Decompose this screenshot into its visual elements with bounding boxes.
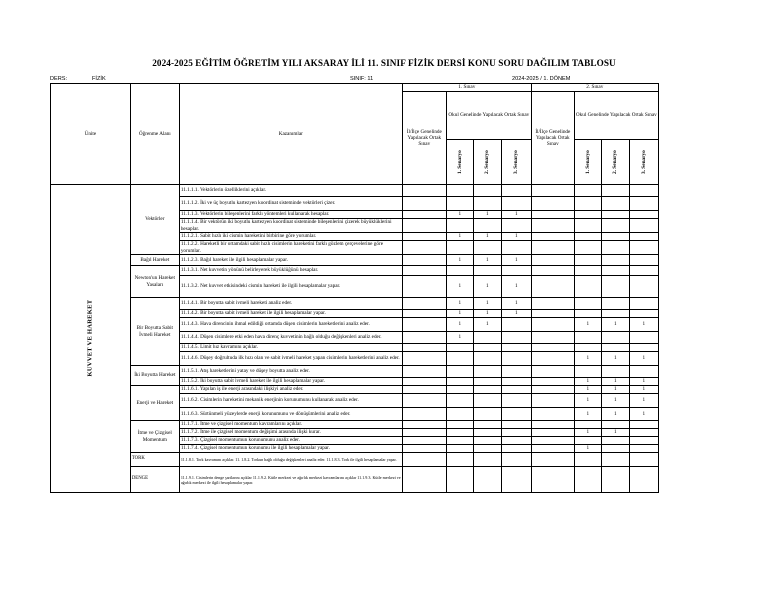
question-count-cell (402, 408, 446, 421)
question-count-cell (446, 445, 473, 453)
question-count-cell (629, 344, 658, 352)
question-count-cell (531, 445, 574, 453)
question-count-cell (531, 437, 574, 445)
question-count-cell (473, 378, 501, 386)
question-count-cell (402, 197, 446, 211)
question-count-cell: 1 (501, 276, 531, 298)
question-count-cell: 1 (601, 378, 629, 386)
question-count-cell (446, 219, 473, 233)
question-count-cell (601, 437, 629, 445)
senaryo-2-header: 2. Senaryo (612, 150, 619, 174)
question-count-cell: 1 (473, 310, 501, 318)
question-count-cell (402, 266, 446, 276)
question-count-cell (629, 429, 658, 437)
question-count-cell (531, 352, 574, 366)
question-count-cell (446, 266, 473, 276)
question-count-cell: 1 (473, 233, 501, 241)
learning-area-cell: Bağıl Hareket (130, 255, 179, 266)
question-count-cell (531, 211, 574, 219)
question-count-cell (531, 219, 574, 233)
question-count-cell (446, 408, 473, 421)
question-count-cell (601, 310, 629, 318)
question-count-cell: 1 (501, 211, 531, 219)
learning-area-cell: İki Boyutta Hareket (130, 366, 179, 386)
question-count-cell (473, 408, 501, 421)
question-count-cell (531, 332, 574, 344)
kazanimlar-header: Kazanımlar (179, 84, 402, 185)
question-count-cell: 1 (601, 408, 629, 421)
header-row-1 (51, 84, 659, 92)
kazanim-cell: 11.1.2.1. Sabit hızlı iki cismin hareketini birbirine göre yorumlar. (179, 233, 402, 241)
question-count-cell (629, 310, 658, 318)
question-count-cell (601, 298, 629, 310)
question-count-cell (574, 197, 601, 211)
question-count-cell (601, 445, 629, 453)
question-count-cell (446, 197, 473, 211)
question-count-cell (629, 219, 658, 233)
table-row (51, 366, 659, 378)
question-count-cell: 1 (574, 386, 601, 394)
question-count-cell (629, 467, 658, 493)
table-row (51, 421, 659, 429)
kazanim-cell: 11.1.1.1. Vektörlerin özelliklerini açıklar. (179, 185, 402, 197)
question-count-cell (629, 197, 658, 211)
question-count-cell (629, 255, 658, 266)
question-count-cell (531, 298, 574, 310)
question-count-cell (402, 386, 446, 394)
question-count-cell (446, 241, 473, 255)
il-ilce-header-1: İl/İlçe Genelinde Yapılacak Ortak Sınav (402, 92, 446, 185)
kazanim-cell: 11.1.1.4. Bir vektörün iki boyutlu kartezyen koordinat sisteminde bileşenlerini çizerek büyüklüklerini hesaplar. (179, 219, 402, 233)
kazanim-cell: 11.1.5.2. İki boyutta sabit ivmeli hareket ile ilgili hesaplamalar yapar. (179, 378, 402, 386)
kazanim-cell: 11.1.7.1. İtme ve çizgisel momentum kavramlarını açıklar. (179, 421, 402, 429)
question-count-cell (601, 453, 629, 467)
question-count-cell (629, 421, 658, 429)
question-count-cell (402, 332, 446, 344)
question-count-cell (402, 437, 446, 445)
sinav2-header: 2. Sınav (531, 84, 658, 92)
question-count-cell (601, 276, 629, 298)
question-count-cell (402, 378, 446, 386)
senaryo-1-header: 1. Senaryo (584, 150, 591, 174)
question-count-cell (574, 437, 601, 445)
document-title: 2024-2025 EĞİTİM ÖĞRETİM YILI AKSARAY İLİ 11. SINIF FİZİK DERSİ KONU SORU DAĞILIM TABLOSU (152, 58, 616, 68)
table-row (51, 453, 659, 467)
question-count-cell (531, 378, 574, 386)
question-count-cell (574, 344, 601, 352)
question-count-cell (501, 318, 531, 332)
learning-area-cell: Bir Boyutta Sabit İvmeli Hareket (130, 298, 179, 366)
question-count-cell (629, 366, 658, 378)
question-count-cell: 1 (601, 394, 629, 408)
question-count-cell (574, 233, 601, 241)
question-count-cell (473, 366, 501, 378)
question-count-cell (446, 429, 473, 437)
question-count-cell (402, 310, 446, 318)
question-count-cell (574, 266, 601, 276)
question-count-cell (402, 255, 446, 266)
question-count-cell: 1 (629, 408, 658, 421)
question-count-cell (473, 453, 501, 467)
question-count-cell (531, 255, 574, 266)
question-count-cell (446, 467, 473, 493)
ders-value: FİZİK (92, 76, 106, 82)
question-count-cell (501, 408, 531, 421)
question-count-cell (531, 429, 574, 437)
question-count-cell (402, 233, 446, 241)
learning-area-cell: DENGE (130, 467, 179, 493)
question-count-cell (473, 421, 501, 429)
kazanim-cell: 11.1.4.2. Bir boyutta sabit ivmeli hareket ile ilgili hesaplamalar yapar. (179, 310, 402, 318)
question-count-cell (601, 255, 629, 266)
kazanim-cell: 11.1.6.2. Cisimlerin hareketini mekanik enerjinin korunumunu kullanarak analiz eder. (179, 394, 402, 408)
table-body (51, 185, 659, 493)
question-count-cell (402, 318, 446, 332)
kazanim-cell: 11.1.4.4. Düşen cisimlere etki eden hava direnç kuvvetinin bağlı olduğu değişkenleri analiz eder. (179, 332, 402, 344)
question-count-cell (574, 219, 601, 233)
question-count-cell (446, 437, 473, 445)
question-count-cell (531, 344, 574, 352)
question-count-cell: 1 (446, 233, 473, 241)
kazanim-cell: 11.1.2.2. Hareketli bir ortamdaki sabit hızlı cisimlerin hareketini farklı gözlem çerçevelerine göre yorumlar. (179, 241, 402, 255)
unite-name: KUVVET VE HAREKET (86, 300, 94, 377)
question-count-cell (531, 453, 574, 467)
question-count-cell (446, 421, 473, 429)
question-count-cell (531, 318, 574, 332)
question-count-cell: 1 (446, 332, 473, 344)
question-count-cell (574, 332, 601, 344)
question-count-cell (402, 344, 446, 352)
question-count-cell (629, 266, 658, 276)
question-count-cell: 1 (501, 298, 531, 310)
kazanim-cell: 11.1.8.1. Tork kavramını açıklar. 11. 1.8.2. Torkun bağlı olduğu değişkenleri analiz eder. 11.1.8.3. Tork ile ilgili hesaplamalar yapar. (179, 453, 402, 467)
question-count-cell (531, 386, 574, 394)
question-count-cell (402, 445, 446, 453)
learning-area-cell: İtme ve Çizgisel Momentum (130, 421, 179, 453)
question-count-cell (531, 241, 574, 255)
ogrenme-alani-header: Öğrenme Alanı (130, 84, 179, 185)
kazanim-cell: 11.1.3.1. Net kuvvetin yönünü belirleyerek büyüklüğünü hesaplar. (179, 266, 402, 276)
senaryo-3-header: 3. Senaryo (640, 150, 647, 174)
question-count-cell: 1 (601, 318, 629, 332)
question-count-cell (629, 437, 658, 445)
kazanim-cell: 11.1.4.1. Bir boyutta sabit ivmeli hareketi analiz eder. (179, 298, 402, 310)
question-count-cell: 1 (446, 318, 473, 332)
question-count-cell (501, 453, 531, 467)
question-count-cell (473, 437, 501, 445)
question-count-cell (473, 386, 501, 394)
question-count-cell (531, 394, 574, 408)
question-count-cell: 1 (574, 378, 601, 386)
question-count-cell: 1 (446, 211, 473, 219)
sinav1-header: 1. Sınav (402, 84, 531, 92)
question-count-cell (473, 197, 501, 211)
question-count-cell (446, 378, 473, 386)
question-count-cell: 1 (473, 211, 501, 219)
table-row (51, 386, 659, 394)
question-count-cell (629, 332, 658, 344)
kazanim-cell: 11.1.7.2. İtme ile çizgisel momentum değişimi arasında ilişki kurar. (179, 429, 402, 437)
question-count-cell (501, 421, 531, 429)
okul-geneli-header-1: Okul Genelinde Yapılacak Ortak Sınav (446, 92, 531, 140)
question-count-cell: 1 (574, 318, 601, 332)
question-count-cell (501, 445, 531, 453)
question-count-cell (446, 344, 473, 352)
question-count-cell (601, 219, 629, 233)
question-count-cell (601, 366, 629, 378)
learning-area-cell: TORK (130, 453, 179, 467)
question-count-cell: 1 (501, 310, 531, 318)
question-count-cell (574, 366, 601, 378)
question-count-cell (473, 344, 501, 352)
question-count-cell: 1 (574, 445, 601, 453)
question-count-cell (402, 421, 446, 429)
question-count-cell: 1 (473, 255, 501, 266)
learning-area-cell: Newton'un Hareket Yasaları (130, 266, 179, 298)
question-count-cell (574, 421, 601, 429)
question-count-cell (446, 366, 473, 378)
question-count-cell: 1 (446, 298, 473, 310)
question-count-cell (501, 437, 531, 445)
question-count-cell: 1 (501, 255, 531, 266)
question-count-cell (402, 276, 446, 298)
question-count-cell (531, 185, 574, 197)
kazanim-cell: 11.1.3.2. Net kuvvet etkisindeki cismin hareketi ile ilgili hesaplamalar yapar. (179, 276, 402, 298)
question-count-cell (574, 310, 601, 318)
question-count-cell (601, 211, 629, 219)
question-count-cell (601, 266, 629, 276)
question-count-cell (574, 185, 601, 197)
question-count-cell (402, 219, 446, 233)
question-count-cell: 1 (601, 352, 629, 366)
kazanim-cell: 11.1.6.1. Yapılan iş ile enerji arasındaki ilişkiyi analiz eder. (179, 386, 402, 394)
question-count-cell: 1 (629, 386, 658, 394)
question-count-cell (531, 467, 574, 493)
question-count-cell (574, 276, 601, 298)
question-count-cell (402, 429, 446, 437)
question-count-cell (402, 211, 446, 219)
question-count-cell: 1 (446, 255, 473, 266)
question-count-cell (402, 185, 446, 197)
question-count-cell: 1 (446, 276, 473, 298)
question-count-cell (473, 185, 501, 197)
senaryo-3-header: 3. Senaryo (513, 150, 520, 174)
question-count-cell (601, 467, 629, 493)
question-count-cell (501, 366, 531, 378)
senaryo-2-header: 2. Senaryo (484, 150, 491, 174)
question-count-cell (629, 233, 658, 241)
kazanim-cell: 11.1.1.2. İki ve üç boyutlu kartezyen koordinat sisteminde vektörleri çizer. (179, 197, 402, 211)
learning-area-cell: Enerji ve Hareket (130, 386, 179, 421)
question-count-cell (574, 467, 601, 493)
question-count-cell: 1 (501, 233, 531, 241)
learning-area-cell: Vektörler (130, 185, 179, 255)
kazanim-cell: 11.1.9.1. Cisimlerin denge şartlarını açıklar 11.1.9.2. Kütle merkezi ve ağırlık merkezi kavramlarını açıklar 11.1.9.3. Kütle merkezi ve ağırlık merkezi ile ilgili hesaplamalar yapar. (179, 467, 402, 493)
sinif-label: SINIF: 11 (350, 76, 374, 82)
unite-header: Ünite (51, 84, 131, 185)
kazanim-cell: 11.1.4.3. Hava direncinin ihmal edildiği ortamda düşen cisimlerin hareketlerini analiz eder. (179, 318, 402, 332)
question-count-cell (473, 394, 501, 408)
question-count-cell (446, 453, 473, 467)
question-count-cell: 1 (574, 429, 601, 437)
question-count-cell (473, 352, 501, 366)
question-count-cell (501, 241, 531, 255)
question-count-cell (531, 276, 574, 298)
question-count-cell (501, 429, 531, 437)
table-row (51, 185, 659, 197)
question-count-cell: 1 (629, 394, 658, 408)
question-count-cell: 1 (629, 318, 658, 332)
question-count-cell (629, 445, 658, 453)
kazanim-cell: 11.1.4.5. Limit hız kavramını açıklar. (179, 344, 402, 352)
question-count-cell (402, 352, 446, 366)
question-count-cell (531, 366, 574, 378)
question-count-cell: 1 (629, 378, 658, 386)
question-count-cell (574, 453, 601, 467)
question-count-cell (601, 241, 629, 255)
question-count-cell (402, 298, 446, 310)
question-count-cell (601, 421, 629, 429)
question-count-cell (501, 467, 531, 493)
question-count-cell (629, 241, 658, 255)
question-count-cell (629, 185, 658, 197)
question-count-cell (501, 197, 531, 211)
question-count-cell (446, 394, 473, 408)
question-count-cell (531, 266, 574, 276)
question-count-cell (402, 467, 446, 493)
question-count-cell (402, 453, 446, 467)
question-count-cell (402, 394, 446, 408)
question-count-cell (601, 185, 629, 197)
question-count-cell (473, 266, 501, 276)
question-count-cell (531, 310, 574, 318)
question-count-cell: 1 (473, 318, 501, 332)
kazanim-cell: 11.1.1.3. Vektörlerin bileşenlerini farklı yöntemleri kullanarak hesaplar. (179, 211, 402, 219)
unite-cell (51, 185, 131, 493)
question-count-cell (446, 352, 473, 366)
question-count-cell (501, 219, 531, 233)
question-count-cell: 1 (574, 408, 601, 421)
question-count-cell (531, 408, 574, 421)
question-count-cell (446, 185, 473, 197)
question-count-cell: 1 (446, 310, 473, 318)
question-count-cell: 1 (629, 352, 658, 366)
question-count-cell (473, 332, 501, 344)
kazanim-cell: 11.1.7.3. Çizgisel momentumun korunumunu analiz eder. (179, 437, 402, 445)
distribution-table (50, 83, 659, 493)
question-count-cell (501, 386, 531, 394)
table-row (51, 298, 659, 310)
question-count-cell (501, 266, 531, 276)
kazanim-cell: 11.1.6.3. Sürtünmeli yüzeylerde enerji korunumunu ve dönüşümlerini analiz eder. (179, 408, 402, 421)
question-count-cell (501, 394, 531, 408)
question-count-cell: 1 (601, 429, 629, 437)
kazanim-cell: 11.1.2.3. Bağıl hareket ile ilgili hesaplamalar yapar. (179, 255, 402, 266)
question-count-cell (574, 211, 601, 219)
question-count-cell (531, 197, 574, 211)
question-count-cell (501, 344, 531, 352)
table-row (51, 255, 659, 266)
question-count-cell (501, 185, 531, 197)
question-count-cell (501, 352, 531, 366)
table-row (51, 266, 659, 276)
question-count-cell (601, 332, 629, 344)
question-count-cell (473, 467, 501, 493)
kazanim-cell: 11.1.4.6. Düşey doğrultuda ilk hızı olan ve sabit ivmeli hareket yapan cisimlerin hareketlerini analiz eder. (179, 352, 402, 366)
question-count-cell (473, 241, 501, 255)
question-count-cell (473, 219, 501, 233)
question-count-cell (402, 366, 446, 378)
question-count-cell (629, 453, 658, 467)
question-count-cell (601, 197, 629, 211)
ders-label: DERS: (50, 76, 68, 82)
question-count-cell: 1 (473, 298, 501, 310)
question-count-cell (473, 445, 501, 453)
question-count-cell (574, 298, 601, 310)
question-count-cell (531, 233, 574, 241)
question-count-cell (402, 241, 446, 255)
question-count-cell (629, 276, 658, 298)
question-count-cell (501, 378, 531, 386)
donem-label: 2024-2025 / 1. DÖNEM (512, 76, 571, 82)
question-count-cell (446, 386, 473, 394)
question-count-cell: 1 (601, 386, 629, 394)
question-count-cell (574, 255, 601, 266)
question-count-cell (501, 332, 531, 344)
kazanim-cell: 11.1.7.4. Çizgisel momentumun korunumu ile ilgili hesaplamalar yapar. (179, 445, 402, 453)
question-count-cell (629, 298, 658, 310)
question-count-cell (601, 233, 629, 241)
question-count-cell (473, 429, 501, 437)
table-row (51, 467, 659, 493)
question-count-cell (601, 344, 629, 352)
question-count-cell (629, 211, 658, 219)
question-count-cell: 1 (473, 276, 501, 298)
question-count-cell: 1 (574, 352, 601, 366)
question-count-cell (574, 241, 601, 255)
senaryo-1-header: 1. Senaryo (456, 150, 463, 174)
question-count-cell: 1 (574, 394, 601, 408)
question-count-cell (531, 421, 574, 429)
okul-geneli-header-2: Okul Genelinde Yapılacak Ortak Sınav (574, 92, 658, 140)
il-ilce-header-2: İl/İlçe Genelinde Yapılacak Ortak Sınav (531, 92, 574, 185)
kazanim-cell: 11.1.5.1. Atış hareketlerini yatay ve düşey boyutta analiz eder. (179, 366, 402, 378)
